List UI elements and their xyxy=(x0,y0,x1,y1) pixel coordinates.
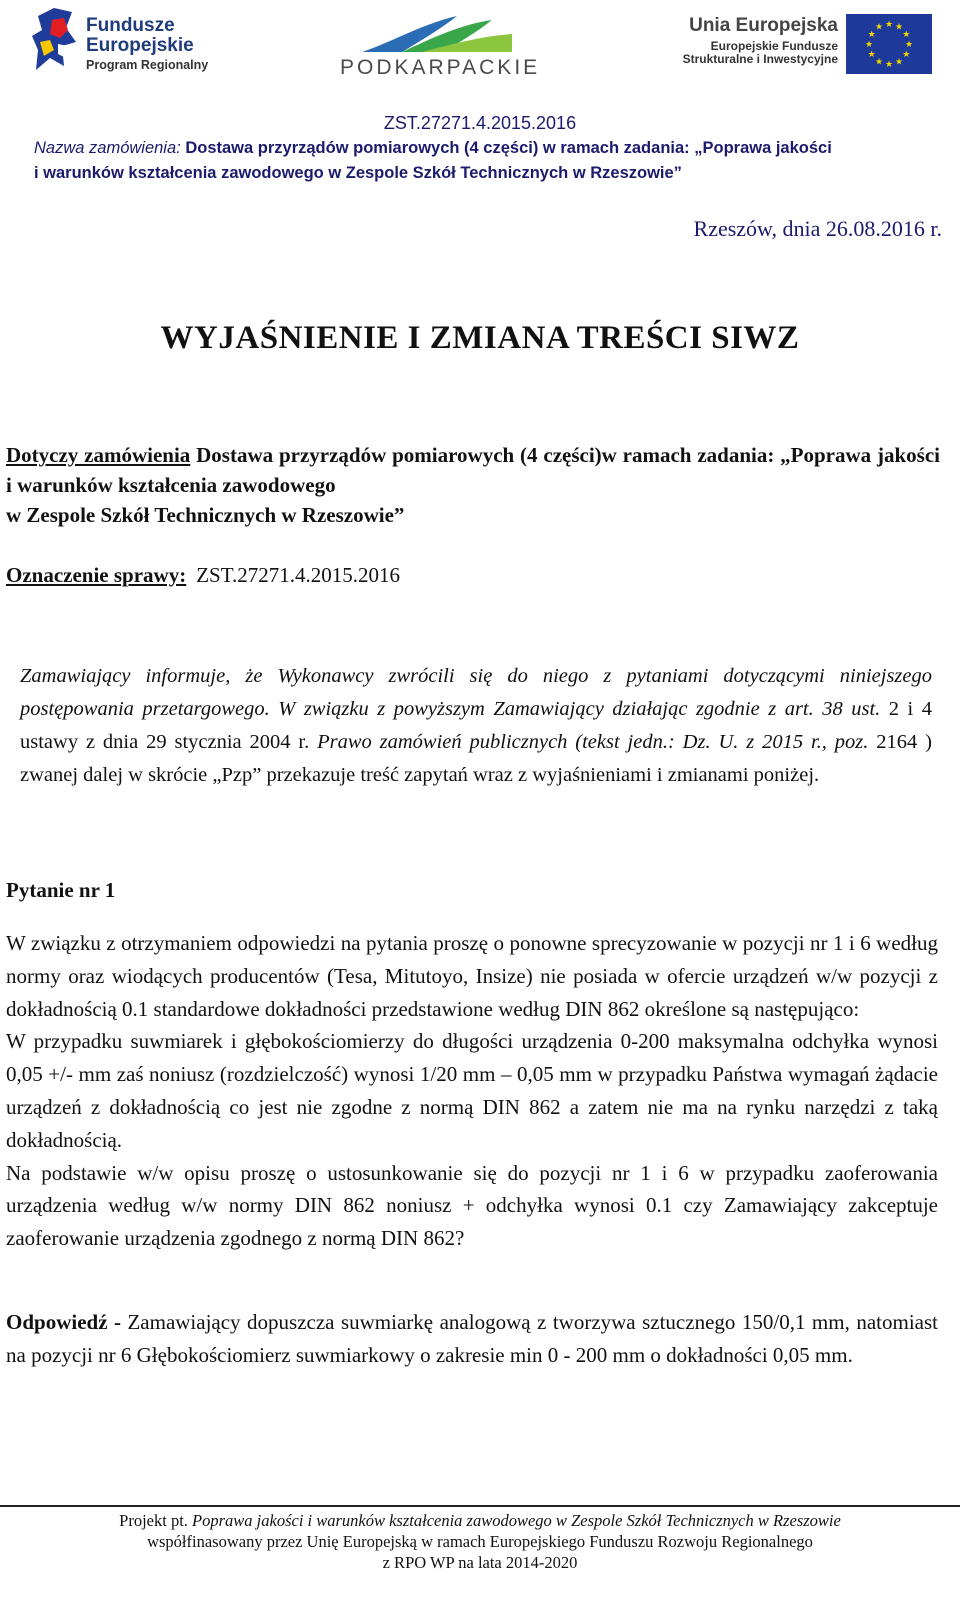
podkarpackie-text: PODKARPACKIE xyxy=(340,56,541,79)
fundusze-line2: Europejskie xyxy=(86,35,194,56)
question-paragraph: W przypadku suwmiarek i głębokościomierzy do długości urządzenia 0-200 maksymalna odchyłka wynosi 0,05 +/- mm zaś noniusz (rozdzielczość) wynosi 1/20 mm – 0,05 mm w przypadku Państwa wymagań żądacie urządzeń z dokładnością co jest nie zgodne z normą DIN 862 a zatem nie ma na rynku narzędzi z taką dokładnością. xyxy=(6,1029,938,1152)
eu-star-icon: ★ xyxy=(894,56,904,67)
question-title: Pytanie nr 1 xyxy=(6,878,116,902)
concerns-label: Dotyczy zamówienia xyxy=(6,443,191,467)
eu-star-icon: ★ xyxy=(902,49,911,59)
procurement-name-line2: i warunków kształcenia zawodowego w Zespole Szkół Technicznych w Rzeszowie” xyxy=(34,164,682,182)
document-date: Rzeszów, dnia 26.08.2016 r. xyxy=(693,216,942,241)
eu-star-icon: ★ xyxy=(884,19,894,29)
concerns-line3: w Zespole Szkół Technicznych w Rzeszowie” xyxy=(6,503,405,527)
podkarpackie-mountains-icon xyxy=(362,14,512,54)
reference-sign: ZST.27271.4.2015.2016 xyxy=(383,113,577,133)
question-body xyxy=(6,927,938,1255)
footer-project: Poprawa jakości i warunków kształcenia zawodowego w Zespole Szkół Technicznych w Rzeszowie xyxy=(192,1511,841,1530)
footer-line3: z RPO WP na lata 2014-2020 xyxy=(382,1553,578,1572)
intro-part3: Prawo zamówień publicznych (tekst jedn.: Dz. U. z 2015 r., poz. xyxy=(317,731,869,753)
case-mark-label: Oznaczenie sprawy: xyxy=(6,563,187,587)
footer-line2: współfinasowany przez Unię Europejską w ramach Europejskiego Funduszu Rozwoju Regionalnego xyxy=(147,1532,813,1551)
procurement-name-label: Nazwa zamówienia: xyxy=(34,139,181,157)
fundusze-star-icon xyxy=(32,6,82,78)
footer xyxy=(0,1510,960,1573)
eu-star-icon: ★ xyxy=(904,39,914,49)
unia-line3: Strukturalne i Inwestycyjne xyxy=(682,52,838,67)
unia-line2: Europejskie Fundusze xyxy=(710,38,838,53)
eu-flag-icon xyxy=(846,14,932,74)
answer-paragraph xyxy=(6,1306,938,1371)
eu-star-icon: ★ xyxy=(894,21,904,32)
podkarpackie-logo xyxy=(338,14,541,80)
unia-europejska-logo xyxy=(660,12,932,82)
question-paragraph: Na podstawie w/w opisu proszę o ustosunkowanie się do pozycji nr 1 i 6 w przypadku zaoferowania urządzenia według w/w normy DIN 862 noniusz + odchyłka wynosi 0.1 czy Zamawiający zakceptuje zaoferowanie urządzenia zgodnego z normą DIN 862? xyxy=(6,1160,938,1251)
concerns-paragraph xyxy=(6,440,940,530)
footer-line1 xyxy=(0,1510,960,1531)
fundusze-europejskie-logo xyxy=(32,6,222,84)
fundusze-line1: Fundusze xyxy=(86,15,175,36)
eu-star-icon: ★ xyxy=(874,21,884,32)
question-paragraph: W związku z otrzymaniem odpowiedzi na pytania proszę o ponowne sprecyzowanie w pozycji nr 1 i 6 według normy oraz wiodących producentów (Tesa, Mitutoyo, Insize) nie posiada w ofercie urządzeń w/w pozycji z dokładnością 0.1 standardowe dokładności przedstawione według DIN 862 określone są następująco: xyxy=(6,931,938,1021)
intro-paragraph xyxy=(20,660,932,792)
eu-star-icon: ★ xyxy=(867,49,876,59)
intro-part1: Zamawiający informuje, że Wykonawcy zwrócili się do niego z pytaniami dotyczącymi niniejszego postępowania przetargowego. W związku z powyższym Zamawiający działając zgodnie z art. 38 ust. xyxy=(20,665,932,720)
procurement-name-text1: Dostawa przyrządów pomiarowych (4 części) w ramach zadania: „Poprawa jakości xyxy=(185,139,832,157)
eu-star-icon: ★ xyxy=(874,56,884,67)
answer-text: Zamawiający dopuszcza suwmiarkę analogową z tworzywa sztucznego 150/0,1 mm, natomiast na pozycji nr 6 Głębokościomierz suwmiarkowy o zakresie min 0 - 200 mm o dokładności 0,05 mm. xyxy=(6,1310,938,1367)
fundusze-line3: Program Regionalny xyxy=(86,58,209,72)
page-title: WYJAŚNIENIE I ZMIANA TREŚCI SIWZ xyxy=(160,320,800,356)
concerns-text: Dostawa przyrządów pomiarowych (4 części)w ramach zadania: „Poprawa jakości i warunków kształcenia zawodowego xyxy=(6,443,940,497)
procurement-name-line1 xyxy=(34,139,832,158)
answer-label: Odpowiedź - xyxy=(6,1310,121,1334)
eu-star-icon: ★ xyxy=(864,39,874,49)
footer-divider xyxy=(0,1505,960,1507)
intro-part2: 2 i 4 ustawy z dnia 29 stycznia 2004 r. xyxy=(20,698,932,753)
unia-line1: Unia Europejska xyxy=(689,15,838,36)
eu-star-icon: ★ xyxy=(902,29,911,39)
intro-part4: 2164 ) zwanej dalej w skrócie „Pzp” przekazuje treść zapytań wraz z wyjaśnieniami i zmianami poniżej. xyxy=(20,731,932,786)
footer-prefix: Projekt pt. xyxy=(119,1511,193,1530)
eu-star-icon: ★ xyxy=(884,59,894,69)
case-mark xyxy=(6,563,400,588)
case-mark-value: ZST.27271.4.2015.2016 xyxy=(196,563,400,587)
eu-star-icon: ★ xyxy=(867,29,876,39)
